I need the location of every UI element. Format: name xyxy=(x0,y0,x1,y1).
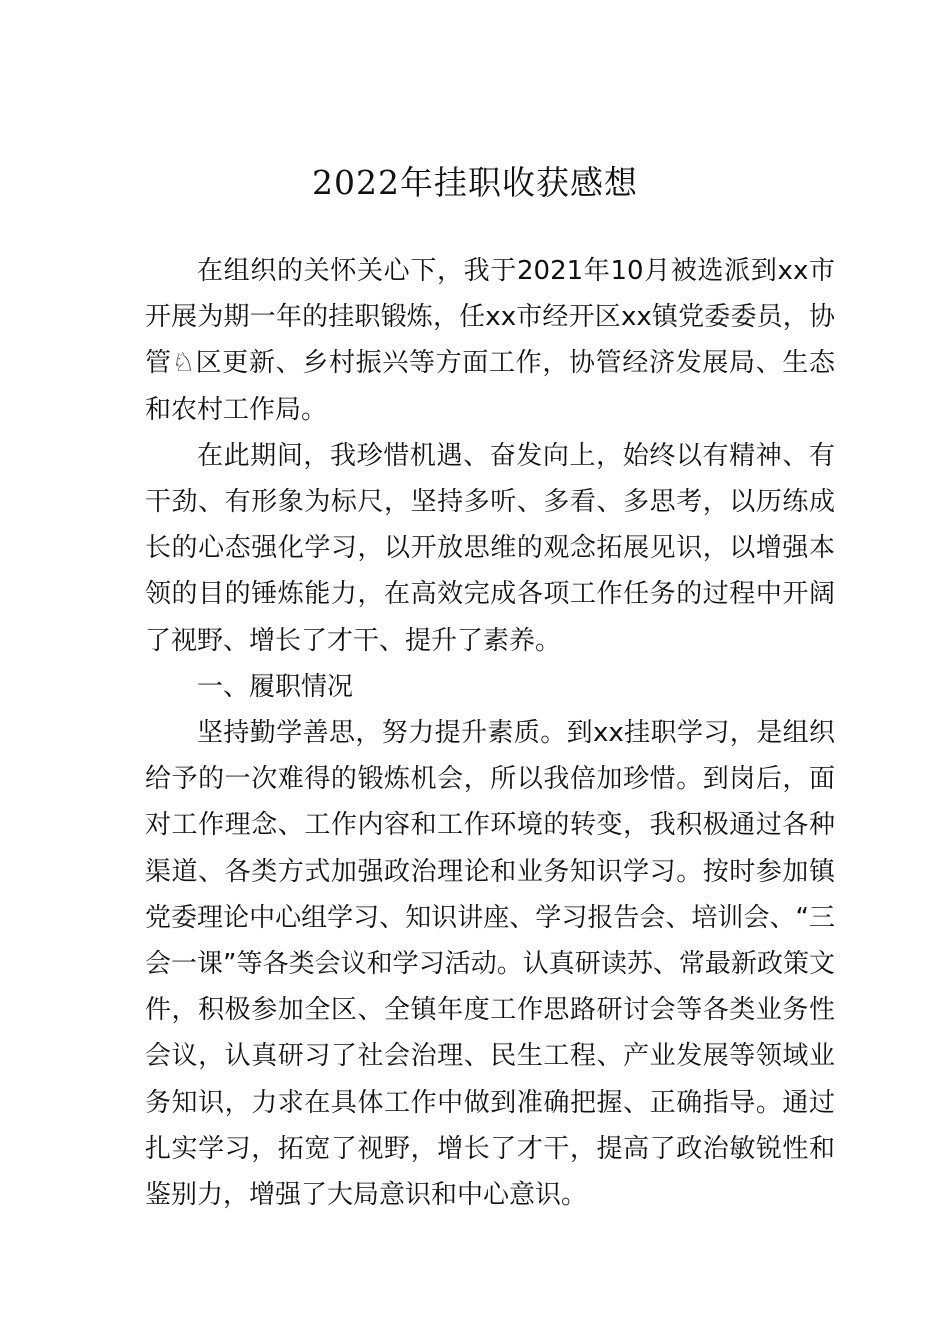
paragraph-study: 坚持勤学善思，努力提升素质。到xx挂职学习，是组织给予的一次难得的锻炼机会，所以我倍加珍惜。到岗后，面对工作理念、工作内容和工作环境的转变，我积极通过各种渠道、各类方式加强政治理论和业务知识学习。按时参加镇党委理论中心组学习、知识讲座、学习报告会、培训会、“三会一课”等各类会议和学习活动。认真研读苏、常最新政策文件，积极参加全区、全镇年度工作思路研讨会等各类业务性会议，认真研习了社会治理、民生工程、产业发展等领域业务知识，力求在具体工作中做到准确把握、正确指导。通过扎实学习，拓宽了视野，增长了才干，提高了政治敏锐性和鉴别力，增强了大局意识和中心意识。 xyxy=(145,718,835,1211)
paragraph-summary: 在此期间，我珍惜机遇、奋发向上，始终以有精神、有干劲、有形象为标尺，坚持多听、多看、多思考，以历练成长的心态强化学习，以开放思维的观念拓展见识，以增强本领的目的锤炼能力，在高效完成各项工作任务的过程中开阔了视野、增长了才干、提升了素养。 xyxy=(145,440,835,656)
document-body xyxy=(145,248,835,1218)
document-title: 2022年挂职收获感想 xyxy=(312,163,638,202)
section-heading: 一、履职情况 xyxy=(197,671,354,702)
paragraph-intro: 在组织的关怀关心下，我于2021年10月被选派到xx市开展为期一年的挂职锻炼，任xx市经开区xx镇党委委员，协管♘区更新、乡村振兴等方面工作，协管经济发展局、生态和农村工作局。 xyxy=(145,256,835,425)
